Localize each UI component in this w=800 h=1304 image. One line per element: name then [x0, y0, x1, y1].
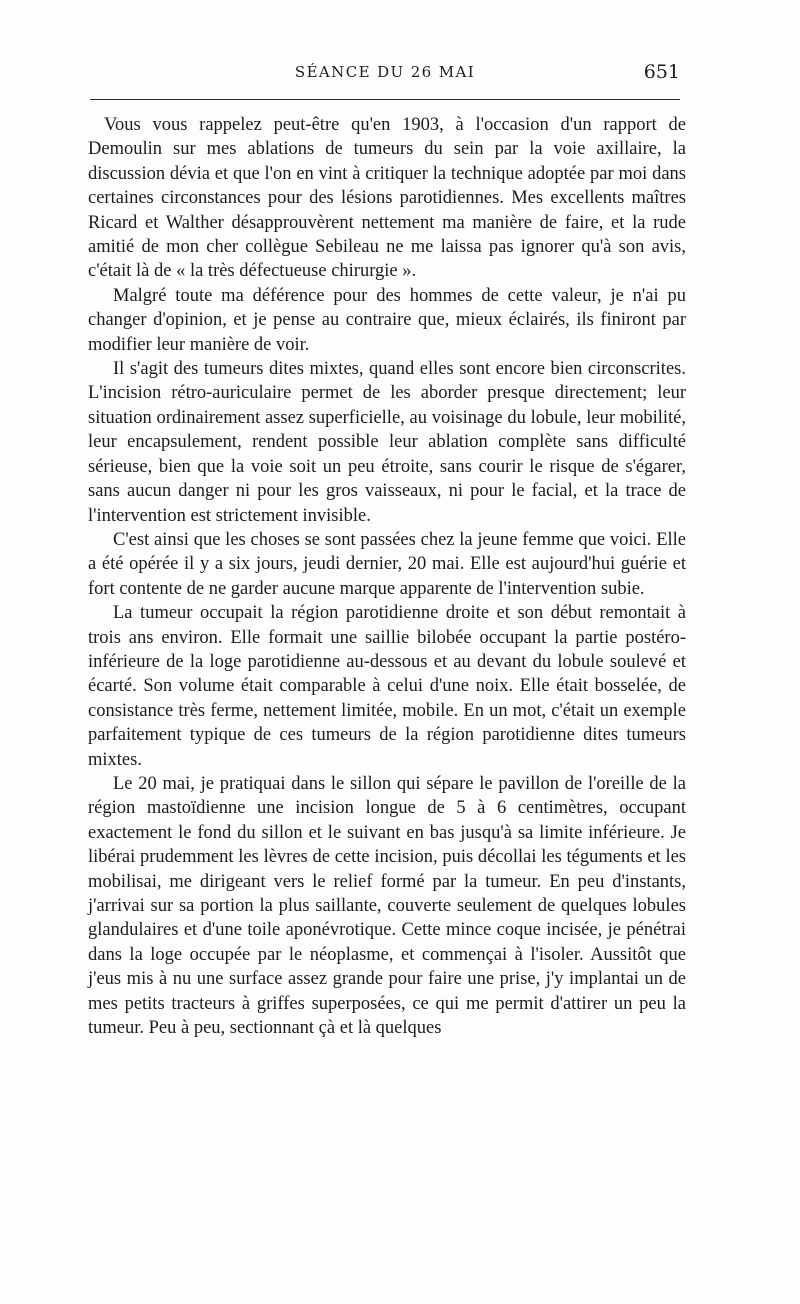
paragraph: Vous vous rappelez peut-être qu'en 1903, à l'occasion d'un rapport de Demoulin sur mes ablations de tumeurs du sein par la voie axillaire, la discussion dévia et que l'on en vint à critiquer la technique adoptée par moi dans certaines circonstances pour des lésions parotidiennes. Mes excellents maîtres Ricard et Walther désapprouvèrent nettement ma manière de faire, et la rude amitié de mon cher collègue Sebileau ne me laissa pas ignorer qu'à son avis, c'était là de « la très défectueuse chirurgie ».	[88, 115, 686, 282]
page-header	[90, 60, 680, 88]
body-text	[88, 113, 686, 1213]
paragraph: Le 20 mai, je pratiquai dans le sillon qui sépare le pavillon de l'oreille de la région mastoïdienne une incision longue de 5 à 6 centimètres, occupant exactement le fond du sillon et le suivant en bas jusqu'à sa limite inférieure. Je libérai prudemment les lèvres de cette incision, puis décollai les téguments et les mobilisai, me dirigeant vers le relief formé par la tumeur. En peu d'instants, j'arrivai sur sa portion la plus saillante, couverte seulement de quelques lobules glandulaires et d'une toile aponévrotique. Cette mince coque incisée, je pénétrai dans la loge occupée par le néoplasme, et commençai à l'isoler. Aussitôt que j'eus mis à nu une surface assez grande pour faire une prise, j'y implantai un de mes petits tracteurs à griffes superposées, ce qui me permit d'attirer un peu la tumeur. Peu à peu, sectionnant çà et là quelques	[88, 773, 686, 1039]
paragraph: Malgré toute ma déférence pour des hommes de cette valeur, je n'ai pu changer d'opinion, et je pense au contraire que, mieux éclairés, ils finiront par modifier leur manière de voir.	[88, 285, 686, 355]
paragraph: Il s'agit des tumeurs dites mixtes, quand elles sont encore bien circonscrites. L'incision rétro-auriculaire permet de les aborder presque directement; leur situation ordinairement assez superficielle, au voisinage du lobule, leur mobilité, leur encapsulement, rendent possible leur ablation complète sans difficulté sérieuse, bien que la voie soit un peu étroite, sans courir le risque de s'égarer, sans aucun danger ni pour les gros vaisseaux, ni pour le facial, et la trace de l'intervention est strictement invisible.	[88, 359, 686, 526]
page-number: 651	[643, 61, 680, 83]
paragraph: La tumeur occupait la région parotidienne droite et son début remontait à trois ans environ. Elle formait une saillie bilobée occupant la partie postéro-inférieure de la loge parotidienne au-dessous et au devant du lobule soulevé et écarté. Son volume était comparable à celui d'une noix. Elle était bosselée, de consistance très ferme, nettement limitée, mobile. En un mot, c'était un exemple parfaitement typique de ces tumeurs de la région parotidienne dites tumeurs mixtes.	[88, 603, 686, 770]
paragraph: C'est ainsi que les choses se sont passées chez la jeune femme que voici. Elle a été opérée il y a six jours, jeudi dernier, 20 mai. Elle est aujourd'hui guérie et fort contente de ne garder aucune marque apparente de l'intervention subie.	[88, 529, 686, 599]
running-title: SÉANCE DU 26 MAI	[294, 63, 476, 81]
header-rule	[90, 99, 680, 100]
